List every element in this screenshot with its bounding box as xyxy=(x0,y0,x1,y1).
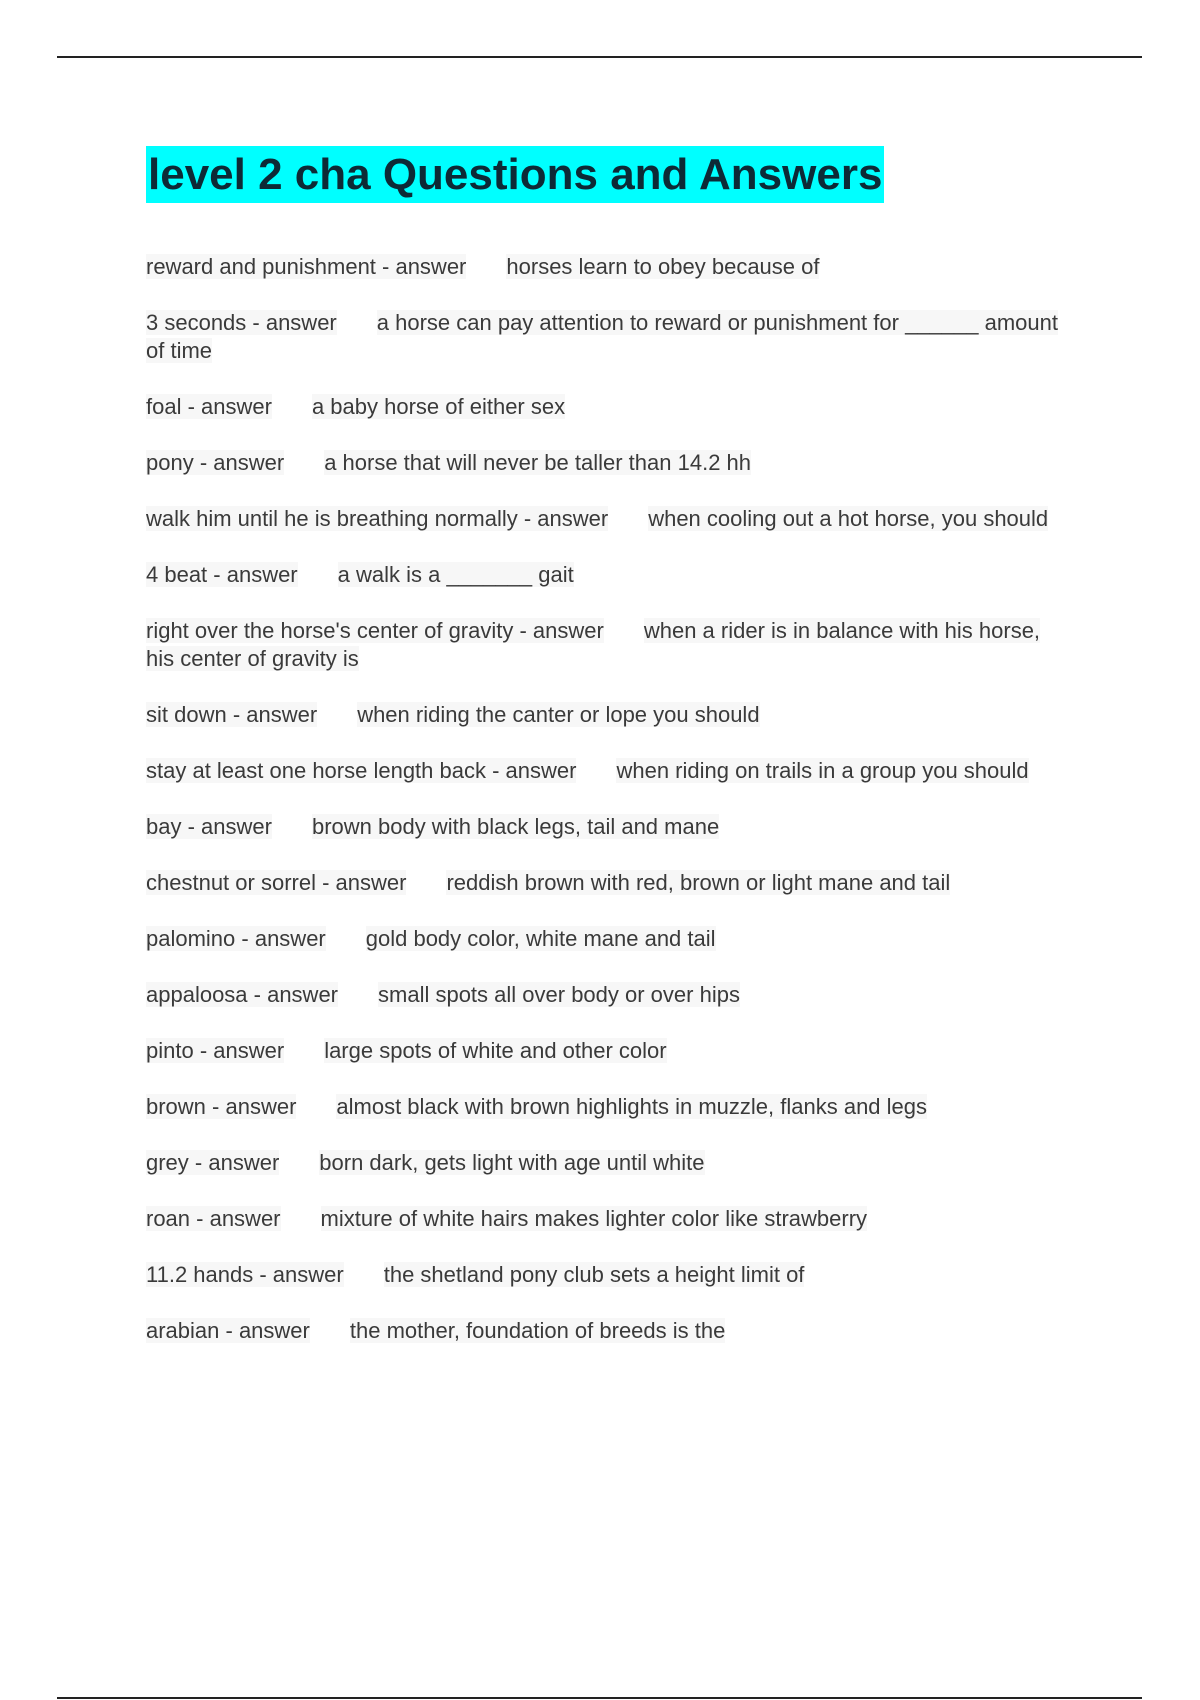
top-rule xyxy=(57,56,1142,58)
qa-answer: appaloosa - answer xyxy=(146,982,339,1007)
qa-question: large spots of white and other color xyxy=(324,1038,667,1063)
qa-item xyxy=(146,1205,1061,1233)
qa-question: when cooling out a hot horse, you should xyxy=(648,506,1049,531)
qa-item xyxy=(146,869,1061,897)
qa-answer: pony - answer xyxy=(146,450,285,475)
qa-answer: 3 seconds - answer xyxy=(146,310,337,335)
document-body xyxy=(146,146,1061,1373)
qa-question: a horse that will never be taller than 14.2 hh xyxy=(324,450,752,475)
qa-answer: 4 beat - answer xyxy=(146,562,298,587)
qa-answer: brown - answer xyxy=(146,1094,297,1119)
qa-item xyxy=(146,813,1061,841)
qa-question: the shetland pony club sets a height limit of xyxy=(383,1262,805,1287)
qa-item xyxy=(146,505,1061,533)
qa-item xyxy=(146,1261,1061,1289)
qa-item xyxy=(146,1317,1061,1345)
qa-question: when riding the canter or lope you should xyxy=(357,702,760,727)
qa-answer: right over the horse's center of gravity - answer xyxy=(146,618,604,643)
qa-item xyxy=(146,309,1061,365)
qa-question: mixture of white hairs makes lighter color like strawberry xyxy=(320,1206,868,1231)
qa-question: when a rider is in balance with his horse, his center of gravity is xyxy=(146,618,1041,671)
qa-item xyxy=(146,253,1061,281)
qa-question: small spots all over body or over hips xyxy=(378,982,740,1007)
qa-answer: grey - answer xyxy=(146,1150,280,1175)
qa-item xyxy=(146,925,1061,953)
qa-question: gold body color, white mane and tail xyxy=(365,926,716,951)
qa-item xyxy=(146,1037,1061,1065)
document-title: level 2 cha Questions and Answers xyxy=(146,146,884,203)
qa-item xyxy=(146,981,1061,1009)
qa-answer: reward and punishment - answer xyxy=(146,254,467,279)
qa-answer: 11.2 hands - answer xyxy=(146,1262,344,1287)
qa-answer: arabian - answer xyxy=(146,1318,310,1343)
qa-item xyxy=(146,757,1061,785)
qa-answer: pinto - answer xyxy=(146,1038,285,1063)
qa-question: almost black with brown highlights in muzzle, flanks and legs xyxy=(336,1094,928,1119)
qa-item xyxy=(146,1149,1061,1177)
qa-answer: walk him until he is breathing normally - answer xyxy=(146,506,609,531)
qa-question: horses learn to obey because of xyxy=(506,254,820,279)
qa-answer: foal - answer xyxy=(146,394,272,419)
qa-answer: sit down - answer xyxy=(146,702,318,727)
qa-answer: chestnut or sorrel - answer xyxy=(146,870,407,895)
qa-question: reddish brown with red, brown or light mane and tail xyxy=(446,870,951,895)
qa-question: brown body with black legs, tail and mane xyxy=(311,814,720,839)
qa-answer: stay at least one horse length back - answer xyxy=(146,758,577,783)
qa-answer: bay - answer xyxy=(146,814,272,839)
qa-list xyxy=(146,253,1061,1345)
qa-question: the mother, foundation of breeds is the xyxy=(349,1318,726,1343)
qa-question: born dark, gets light with age until white xyxy=(319,1150,705,1175)
qa-answer: palomino - answer xyxy=(146,926,326,951)
qa-question: a horse can pay attention to reward or punishment for ______ amount of time xyxy=(146,310,1058,363)
qa-item xyxy=(146,617,1061,673)
qa-item xyxy=(146,701,1061,729)
qa-item xyxy=(146,561,1061,589)
bottom-rule xyxy=(57,1697,1142,1699)
qa-question: a walk is a _______ gait xyxy=(337,562,574,587)
qa-question: a baby horse of either sex xyxy=(311,394,566,419)
qa-answer: roan - answer xyxy=(146,1206,281,1231)
qa-item xyxy=(146,1093,1061,1121)
qa-item xyxy=(146,449,1061,477)
qa-item xyxy=(146,393,1061,421)
qa-question: when riding on trails in a group you should xyxy=(616,758,1029,783)
